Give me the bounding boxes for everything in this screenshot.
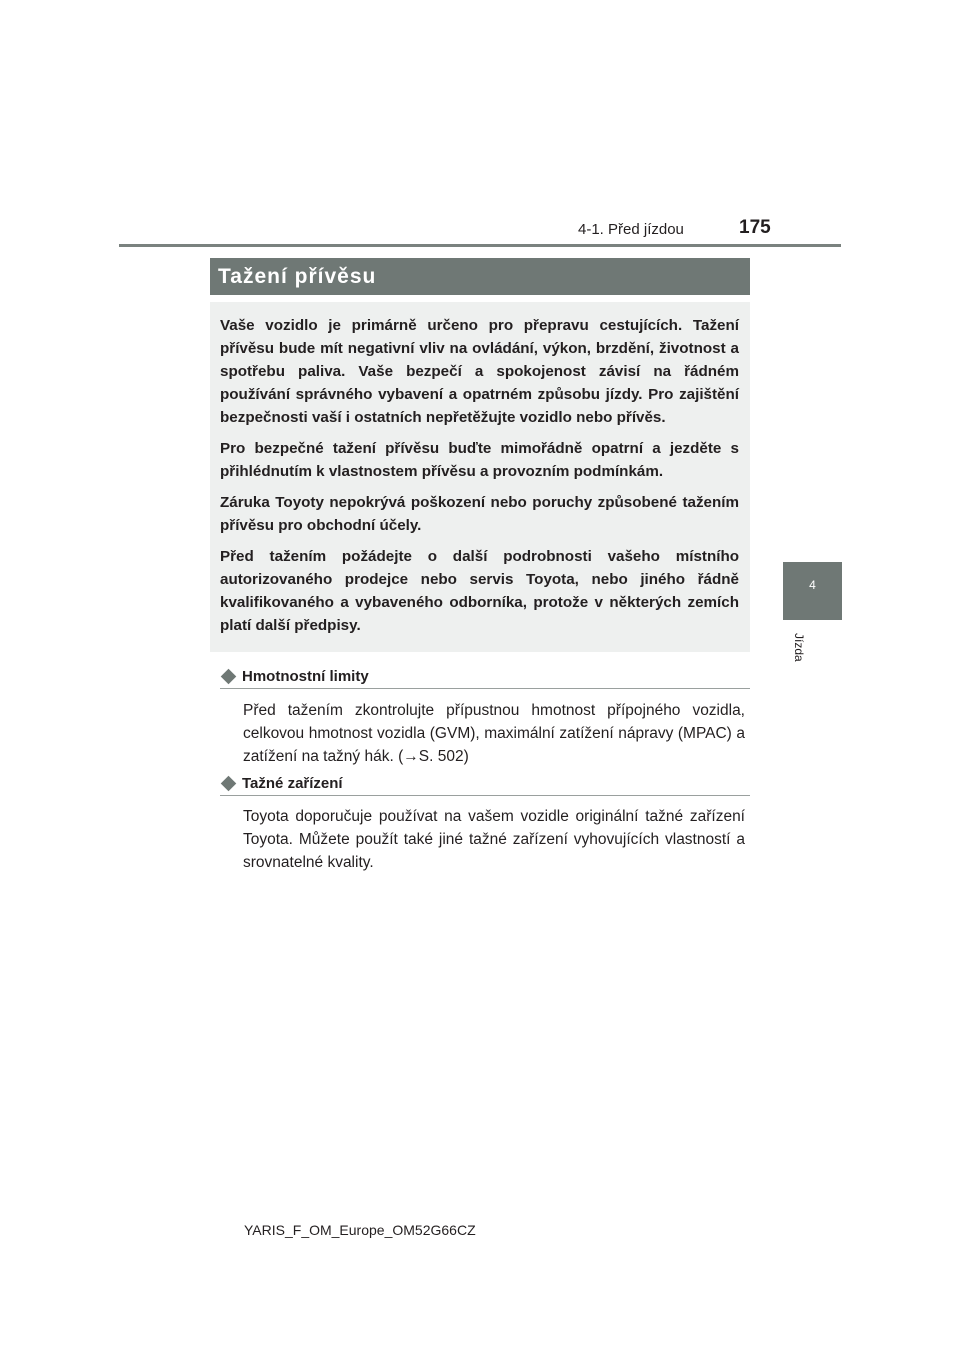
section-heading-weight-limits bbox=[220, 666, 750, 689]
header-section-label: 4-1. Před jízdou bbox=[578, 221, 684, 238]
diamond-icon bbox=[221, 776, 237, 792]
intro-paragraph: Záruka Toyoty nepokrývá poškození nebo poruchy způsobené tažením přívěsu pro obchodní účely. bbox=[220, 494, 739, 534]
section-text-weight-limits: Před tažením zkontrolujte přípustnou hmotnost přípojného vozidla, celkovou hmotnost vozidla (GVM), maximální zatížení nápravy (MPAC) a zatížení na tažný hák. (→S. 502) bbox=[243, 702, 745, 765]
diamond-icon bbox=[221, 669, 237, 685]
header-rule bbox=[119, 244, 841, 247]
intro-box bbox=[210, 302, 750, 652]
section-heading-towing-hitch bbox=[220, 773, 750, 796]
page-title: Tažení přívěsu bbox=[210, 258, 750, 295]
intro-paragraph: Pro bezpečné tažení přívěsu buďte mimořádně opatrní a jezděte s přihlédnutím k vlastnostem přívěsu a provozním podmínkám. bbox=[220, 440, 739, 480]
chapter-tab: 4 bbox=[783, 562, 842, 620]
intro-paragraph: Vaše vozidlo je primárně určeno pro přepravu cestujících. Tažení přívěsu bude mít negativní vliv na ovládání, výkon, brzdění, životnost a spotřebu paliva. Vaše bezpečí a spokojenost závisí na řádném používání správného vybavení a opatrném způsobu jízdy. Pro zajištění bezpečnosti vaší i ostatních nepřetěžujte vozidlo nebo přívěs. bbox=[220, 317, 739, 426]
section-heading-text: Hmotnostní limity bbox=[242, 668, 369, 685]
chapter-label: Jízda bbox=[792, 633, 806, 662]
page-number: 175 bbox=[739, 217, 771, 238]
section-text-towing-hitch: Toyota doporučuje používat na vašem vozidle originální tažné zařízení Toyota. Můžete použít také jiné tažné zařízení vyhovujících vlastností a srovnatelné kvality. bbox=[243, 808, 745, 871]
intro-paragraph: Před tažením požádejte o další podrobnosti vašeho místního autorizovaného prodejce nebo servis Toyota, nebo jiného řádně kvalifikovaného a vybaveného odborníka, protože v některých zemích platí další předpisy. bbox=[220, 548, 739, 634]
section-heading-text: Tažné zařízení bbox=[242, 775, 343, 792]
footer-doc-code: YARIS_F_OM_Europe_OM52G66CZ bbox=[244, 1222, 476, 1238]
